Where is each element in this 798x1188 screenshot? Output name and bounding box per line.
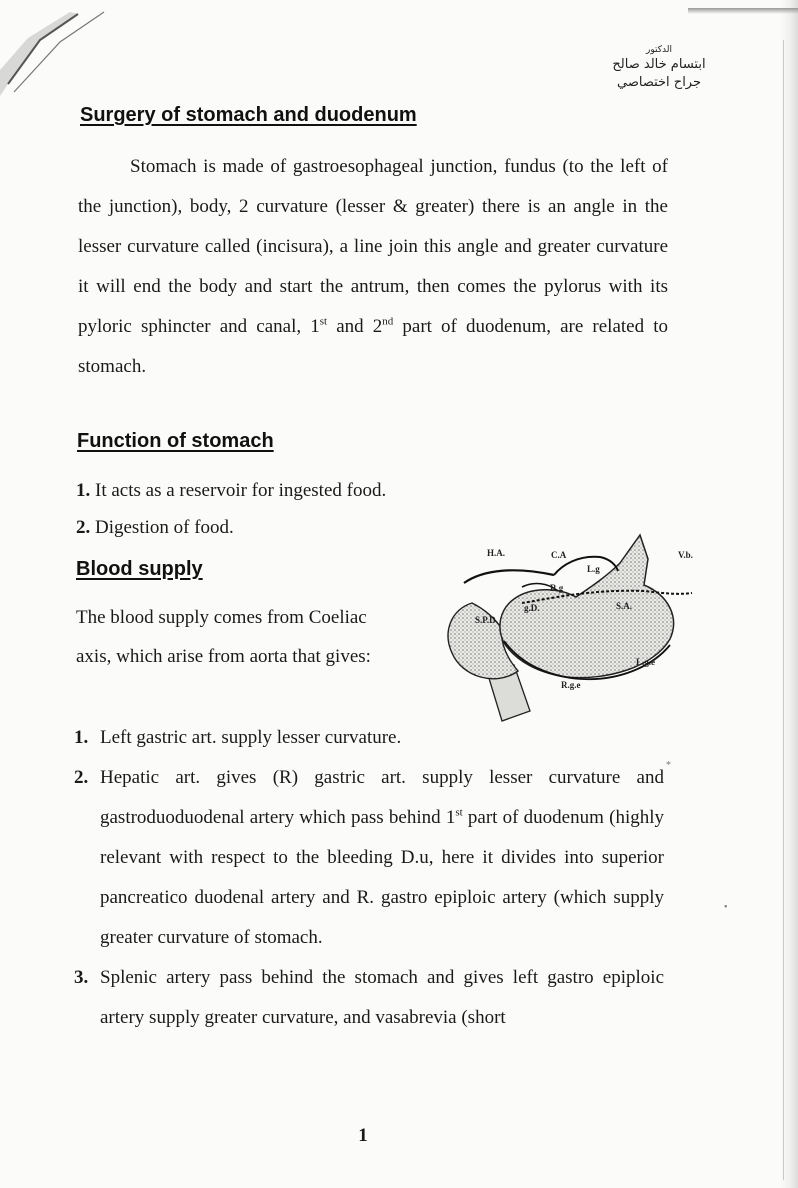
supply-item-2-text-a: Hepatic art. gives (R) gastric art. supply lesser curvature and gastroduoduodenal artery which pass behind 1 [100,767,664,828]
label-lge: L.g.e [636,657,655,667]
hepatic-artery-line [464,570,554,583]
function-item-2-text: Digestion of food. [95,517,234,538]
function-heading: Function of stomach [77,430,274,452]
page-number: 1 [358,1125,368,1146]
supply-item-3-text: Splenic artery pass behind the stomach and gives left gastro epiploic artery supply greater curvature, and vasabrevia (short [100,967,664,1028]
intro-text-c: part of duodenum, are related to stomach. [78,316,668,377]
function-item-1 [76,473,386,509]
author-signature [604,44,714,92]
supply-item-1 [74,718,664,758]
intro-text-a: Stomach is made of gastroesophageal junction, fundus (to the left of the junction), body, 2 curvature (lesser & greater) there is an angle in the lesser curvature called (incisura), a line join this angle and greater curvature it will end the body and start the antrum, then comes the pylorus with its pyloric sphincter and canal, 1 [78,156,668,337]
intro-paragraph [78,147,668,387]
label-sa: S.A. [616,601,633,611]
blood-supply-heading: Blood supply [76,558,203,580]
intro-sup1: st [319,315,328,328]
supply-item-2-text-b: part of duodenum (highly relevant with respect to the bleeding D.u, here it divides into superior pancreatico duodenal artery and R. gastro epiploic artery (which supply greater curvature of stomach. [100,807,664,948]
page-title: Surgery of stomach and duodenum [80,104,417,126]
blood-supply-intro: The blood supply comes from Coeliac axis, which arise from aorta that gives: [76,607,371,667]
function-item-1-text: It acts as a reservoir for ingested food. [95,480,387,501]
label-lg: L.g [587,564,600,574]
supply-item-1-num: 1. [74,727,89,748]
supply-item-3 [74,958,664,1038]
page-edge-line [783,40,784,1180]
function-item-2-num: 2. [76,517,91,538]
label-rg: R.g [550,583,564,593]
stomach-blood-supply-diagram [430,525,710,725]
intro-text-b: and 2 [327,316,383,337]
scan-speck: * [666,760,671,771]
author-title: الدكتور [646,45,672,55]
supply-item-1-text: Left gastric art. supply lesser curvature. [100,727,402,748]
supply-item-3-num: 3. [74,967,89,988]
function-item-2 [76,510,234,546]
label-gd: g.D. [524,603,540,613]
page-edge-top-shadow [688,8,798,14]
blood-supply-list [74,718,664,1038]
label-vb: V.b. [678,550,693,560]
label-rge: R.g.e [561,680,581,690]
label-ca: C.A [551,550,567,560]
label-ha: H.A. [487,548,505,558]
author-name: ابتسام خالد صالح [612,57,706,72]
scan-dot: • [724,902,728,913]
function-item-1-num: 1. [76,480,91,501]
label-spd: S.P.D. [475,615,498,625]
supply-item-2-sup: st [455,806,463,819]
scan-corner-mark [0,0,120,110]
intro-sup2: nd [382,315,394,328]
supply-item-2 [74,758,664,958]
author-role: جراح اختصاصي [616,75,702,90]
supply-item-2-num: 2. [74,767,89,788]
